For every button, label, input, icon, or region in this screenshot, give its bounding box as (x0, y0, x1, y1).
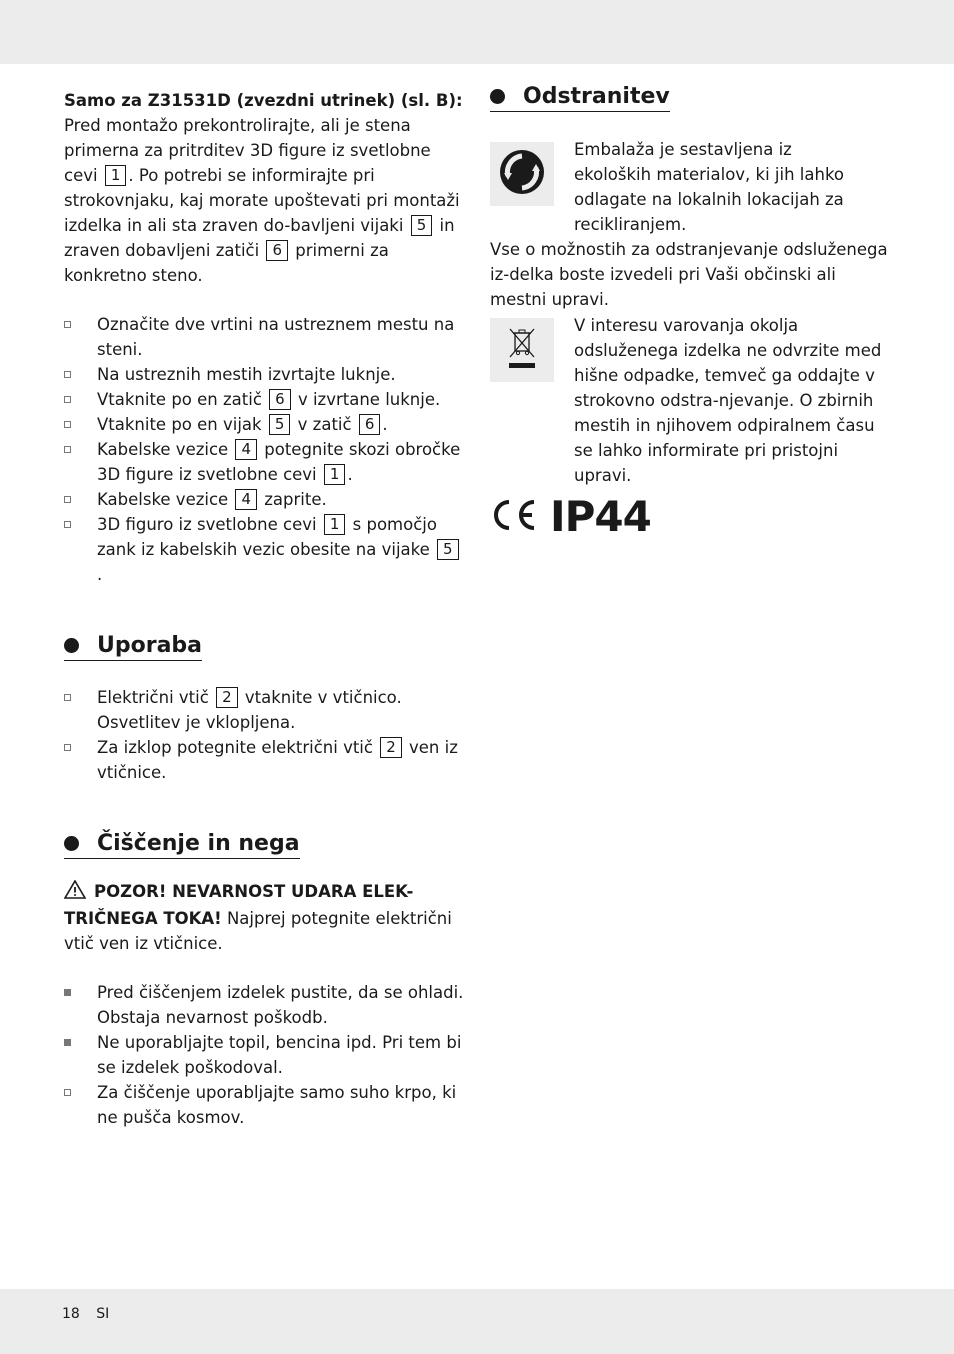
ref-number: 4 (235, 489, 257, 510)
square-bullet-icon (64, 989, 71, 996)
weee-text: V interesu varovanja okolja odsluženega izdelka ne odvrzite med hišne odpadke, temveč ga oddajte v strokovno odstra-njevanje. O zbirnih mestih in njihovem odpiralnem času se lahko informirate pri pristojni upravi. (574, 316, 882, 485)
list-item: Označite dve vrtini na ustreznem mestu na steni. (64, 312, 464, 362)
language-code: SI (96, 1306, 110, 1322)
ref-number: 5 (437, 539, 459, 560)
ref-number: 1 (324, 464, 346, 485)
right-column (490, 84, 890, 112)
section-heading: Uporaba (64, 633, 202, 661)
list-item: Ne uporabljajte topil, bencina ipd. Pri tem bi se izdelek poškodoval. (64, 1030, 464, 1080)
list-item: Kabelske vezice 4 zaprite. (64, 487, 464, 512)
disposal-text: Vse o možnostih za odstranjevanje odsluženega iz-delka boste izvedeli pri Vaši občinski ali mestni upravi. (490, 240, 888, 309)
section-ciscenje (64, 831, 464, 1130)
ref-number: 5 (269, 414, 291, 435)
checkbox-bullet-icon (64, 744, 71, 751)
intro-paragraph: Pred montažo prekontrolirajte, ali je stena primerna za pritrditev 3D figure iz svetlobne cevi 1 . Po potrebi se informirajte pri strokovnjaku, kaj morate upoštevati pri montaži izdelka in ali sta zraven do-bavljeni vijaki 5 in zraven dobavljeni zatiči 6 primerni za konkretno steno. (64, 116, 460, 285)
checkbox-bullet-icon (64, 446, 71, 453)
list-item: Kabelske vezice 4 potegnite skozi obročke 3D figure iz svetlobne cevi 1 . (64, 437, 464, 487)
ref-number: 2 (216, 687, 238, 708)
ref-number: 6 (269, 389, 291, 410)
warning-triangle-icon (64, 880, 86, 906)
section-uporaba (64, 633, 464, 785)
list-item: Vtaknite po en vijak 5 v zatič 6 . (64, 412, 464, 437)
list-item: Pred čiščenjem izdelek pustite, da se ohladi. Obstaja nevarnost poškodb. (64, 980, 464, 1030)
ref-number: 4 (235, 439, 257, 460)
weee-symbol-box (490, 318, 554, 382)
ref-number: 5 (411, 215, 433, 236)
list-item: Za izklop potegnite električni vtič 2 ven iz vtičnice. (64, 735, 464, 785)
left-column (64, 88, 464, 1130)
checkbox-bullet-icon (64, 496, 71, 503)
checkbox-bullet-icon (64, 521, 71, 528)
bullet-dot-icon (64, 638, 79, 653)
list-item: Na ustreznih mestih izvrtajte luknje. (64, 362, 464, 387)
ce-mark-icon (490, 498, 538, 536)
page-number: 18 (62, 1306, 80, 1322)
ref-number: 6 (266, 240, 288, 261)
header-band (0, 0, 954, 64)
bullet-dot-icon (64, 836, 79, 851)
intro-heading: Samo za Z31531D (zvezdni utrinek) (sl. B): (64, 91, 463, 110)
checkbox-bullet-icon (64, 371, 71, 378)
footer (62, 1306, 121, 1322)
ref-number: 6 (359, 414, 381, 435)
recycling-symbol-box (490, 142, 554, 206)
packaging-text: Embalaža je sestavljena iz ekoloških materialov, ki jih lahko odlagate na lokalnih lokacijah za recikliranjem. (574, 140, 845, 234)
checkbox-bullet-icon (64, 1089, 71, 1096)
checkbox-bullet-icon (64, 396, 71, 403)
checkbox-bullet-icon (64, 694, 71, 701)
square-bullet-icon (64, 1039, 71, 1046)
list-item: 3D figuro iz svetlobne cevi 1 s pomočjo zank iz kabelskih vezic obesite na vijake 5. (64, 512, 464, 587)
ref-number: 2 (380, 737, 402, 758)
warning-paragraph: POZOR! NEVARNOST UDARA ELEK-TRIČNEGA TOKA! Najprej potegnite električni vtič ven iz vtičnice. (64, 882, 452, 953)
ip-rating: IP44 (550, 492, 651, 541)
list-item: Za čiščenje uporabljajte samo suho krpo, ki ne pušča kosmov. (64, 1080, 464, 1130)
crossed-bin-icon (502, 324, 542, 376)
ref-number: 1 (105, 165, 127, 186)
checkbox-bullet-icon (64, 421, 71, 428)
usage-list (64, 685, 464, 785)
section-heading: Čiščenje in nega (64, 831, 300, 859)
list-item: Vtaknite po en zatič 6 v izvrtane luknje. (64, 387, 464, 412)
bullet-dot-icon (490, 89, 505, 104)
checkbox-bullet-icon (64, 321, 71, 328)
footer-band (0, 1289, 954, 1354)
section-heading: Odstranitev (490, 84, 670, 112)
cleaning-list (64, 980, 464, 1130)
ref-number: 1 (324, 514, 346, 535)
green-dot-recycling-icon (499, 149, 545, 199)
mounting-steps (64, 312, 464, 587)
certification-marks (490, 492, 651, 541)
list-item: Električni vtič 2 vtaknite v vtičnico. Osvetlitev je vklopljena. (64, 685, 464, 735)
